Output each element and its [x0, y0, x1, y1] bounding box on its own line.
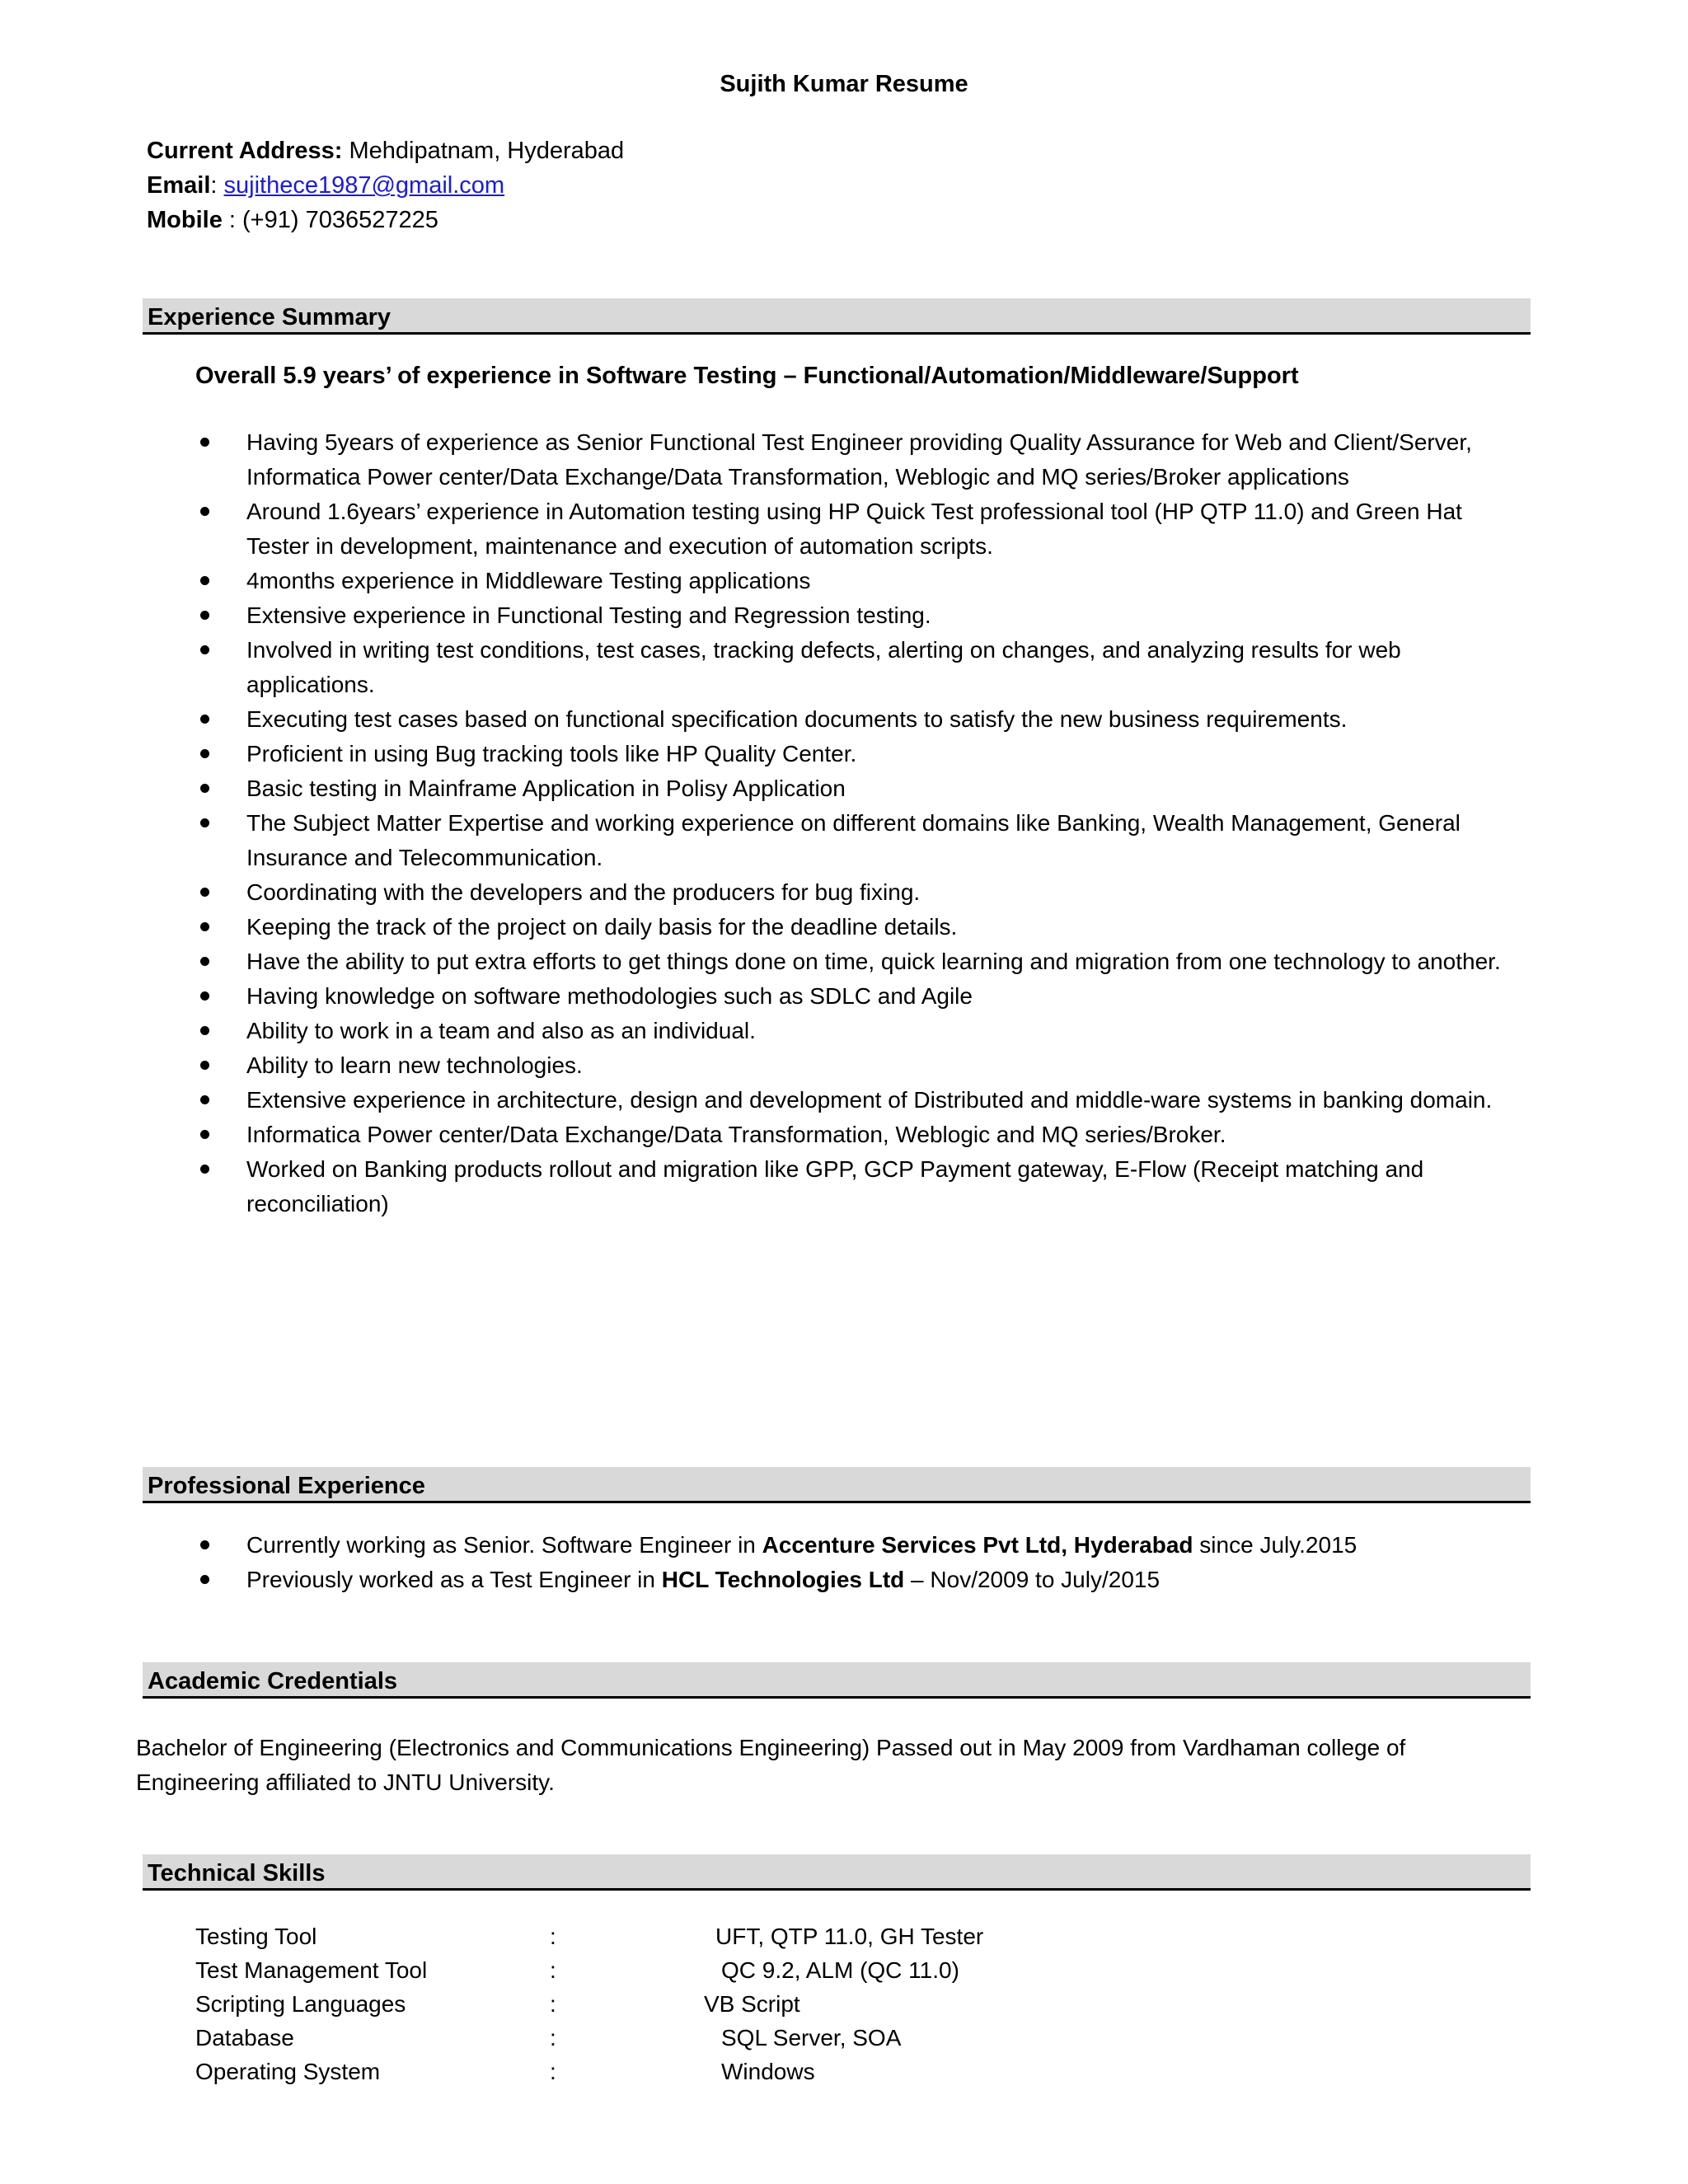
list-item: Extensive experience in architecture, design and development of Distributed and middle-ware systems in banking domain.: [195, 1083, 1514, 1118]
skill-separator: :: [550, 1924, 556, 1949]
skill-value: SQL Server, SOA: [721, 2025, 902, 2050]
skill-separator: :: [550, 1991, 556, 2017]
job-text-post: – Nov/2009 to July/2015: [904, 1567, 1160, 1592]
address-label: Current Address:: [147, 138, 343, 164]
skill-separator: :: [550, 2059, 556, 2084]
job-text-pre: Currently working as Senior. Software Engineer in: [246, 1532, 762, 1558]
email-line: [147, 168, 624, 203]
list-item: Executing test cases based on functional specification documents to satisfy the new business requirements.: [195, 702, 1514, 737]
skill-key: Scripting Languages: [195, 1991, 406, 2017]
mobile-value: : (+91) 7036527225: [228, 207, 438, 233]
list-item: Around 1.6years’ experience in Automation testing using HP Quick Test professional tool (HP QTP 11.0) and Green Hat Tester in development, maintenance and execution of automation scripts.: [195, 494, 1514, 564]
overall-experience: Overall 5.9 years’ of experience in Software Testing – Functional/Automation/Middleware/Support: [195, 363, 1299, 389]
table-row: [195, 1924, 983, 1957]
list-item: Basic testing in Mainframe Application in Polisy Application: [195, 771, 1514, 806]
employer-name: HCL Technologies Ltd: [661, 1567, 905, 1592]
address-line: [147, 134, 624, 168]
skill-value: UFT, QTP 11.0, GH Tester: [715, 1924, 984, 1949]
professional-experience-heading: Professional Experience: [143, 1467, 1531, 1503]
list-item: Have the ability to put extra efforts to get things done on time, quick learning and migration from one technology to another.: [195, 944, 1514, 979]
list-item: Ability to learn new technologies.: [195, 1048, 1514, 1083]
skill-separator: :: [550, 1957, 556, 1983]
list-item: The Subject Matter Expertise and working experience on different domains like Banking, Wealth Management, General Insurance and Telecommunication.: [195, 806, 1514, 875]
skill-value: QC 9.2, ALM (QC 11.0): [721, 1957, 959, 1983]
employer-name: Accenture Services Pvt Ltd, Hyderabad: [762, 1532, 1193, 1558]
job-text-pre: Previously worked as a Test Engineer in: [246, 1567, 662, 1592]
academic-text: Bachelor of Engineering (Electronics and Communications Engineering) Passed out in May 2009 from Vardhaman college of Engineering affiliated to JNTU University.: [136, 1735, 1406, 1795]
skill-key: Test Management Tool: [195, 1957, 428, 1983]
list-item: Informatica Power center/Data Exchange/Data Transformation, Weblogic and MQ series/Broker.: [195, 1118, 1514, 1152]
email-link[interactable]: sujithece1987@gmail.com: [223, 172, 505, 199]
skill-key: Testing Tool: [195, 1924, 317, 1949]
skill-separator: :: [550, 2025, 556, 2050]
skill-key: Operating System: [195, 2059, 381, 2084]
skill-value: VB Script: [704, 1991, 800, 2017]
contact-block: [147, 134, 624, 237]
skill-value: Windows: [721, 2059, 815, 2084]
mobile-label: Mobile: [147, 207, 223, 233]
list-item: Extensive experience in Functional Testing and Regression testing.: [195, 598, 1514, 633]
table-row: [195, 2025, 983, 2059]
experience-summary-list: [195, 425, 1514, 1221]
list-item: Ability to work in a team and also as an individual.: [195, 1014, 1514, 1048]
address-value: Mehdipatnam, Hyderabad: [349, 138, 625, 164]
list-item: Having 5years of experience as Senior Functional Test Engineer providing Quality Assurance for Web and Client/Server, Informatica Power center/Data Exchange/Data Transformation, Weblogic and MQ series/Broker applications: [195, 425, 1514, 494]
skill-key: Database: [195, 2025, 294, 2050]
list-item: [195, 1528, 1514, 1563]
mobile-line: [147, 203, 624, 237]
list-item: Proficient in using Bug tracking tools like HP Quality Center.: [195, 737, 1514, 771]
email-separator: :: [210, 172, 218, 199]
list-item: Worked on Banking products rollout and migration like GPP, GCP Payment gateway, E-Flow (Receipt matching and reconciliation): [195, 1152, 1514, 1221]
list-item: Coordinating with the developers and the producers for bug fixing.: [195, 875, 1514, 910]
list-item: Involved in writing test conditions, test cases, tracking defects, alerting on changes, and analyzing results for web applications.: [195, 633, 1514, 702]
technical-skills-table: [195, 1924, 983, 2093]
job-text-post: since July.2015: [1193, 1532, 1357, 1558]
table-row: [195, 2059, 983, 2093]
page-title: Sujith Kumar Resume: [720, 71, 968, 97]
technical-skills-heading: Technical Skills: [143, 1854, 1531, 1891]
table-row: [195, 1957, 983, 1991]
professional-experience-list: [195, 1528, 1514, 1597]
email-label: Email: [147, 172, 211, 199]
academic-credentials-heading: Academic Credentials: [143, 1662, 1531, 1699]
list-item: Keeping the track of the project on daily basis for the deadline details.: [195, 910, 1514, 944]
list-item: [195, 1563, 1514, 1597]
list-item: 4months experience in Middleware Testing applications: [195, 564, 1514, 598]
table-row: [195, 1991, 983, 2025]
list-item: Having knowledge on software methodologies such as SDLC and Agile: [195, 979, 1514, 1014]
experience-summary-heading: Experience Summary: [143, 298, 1531, 335]
